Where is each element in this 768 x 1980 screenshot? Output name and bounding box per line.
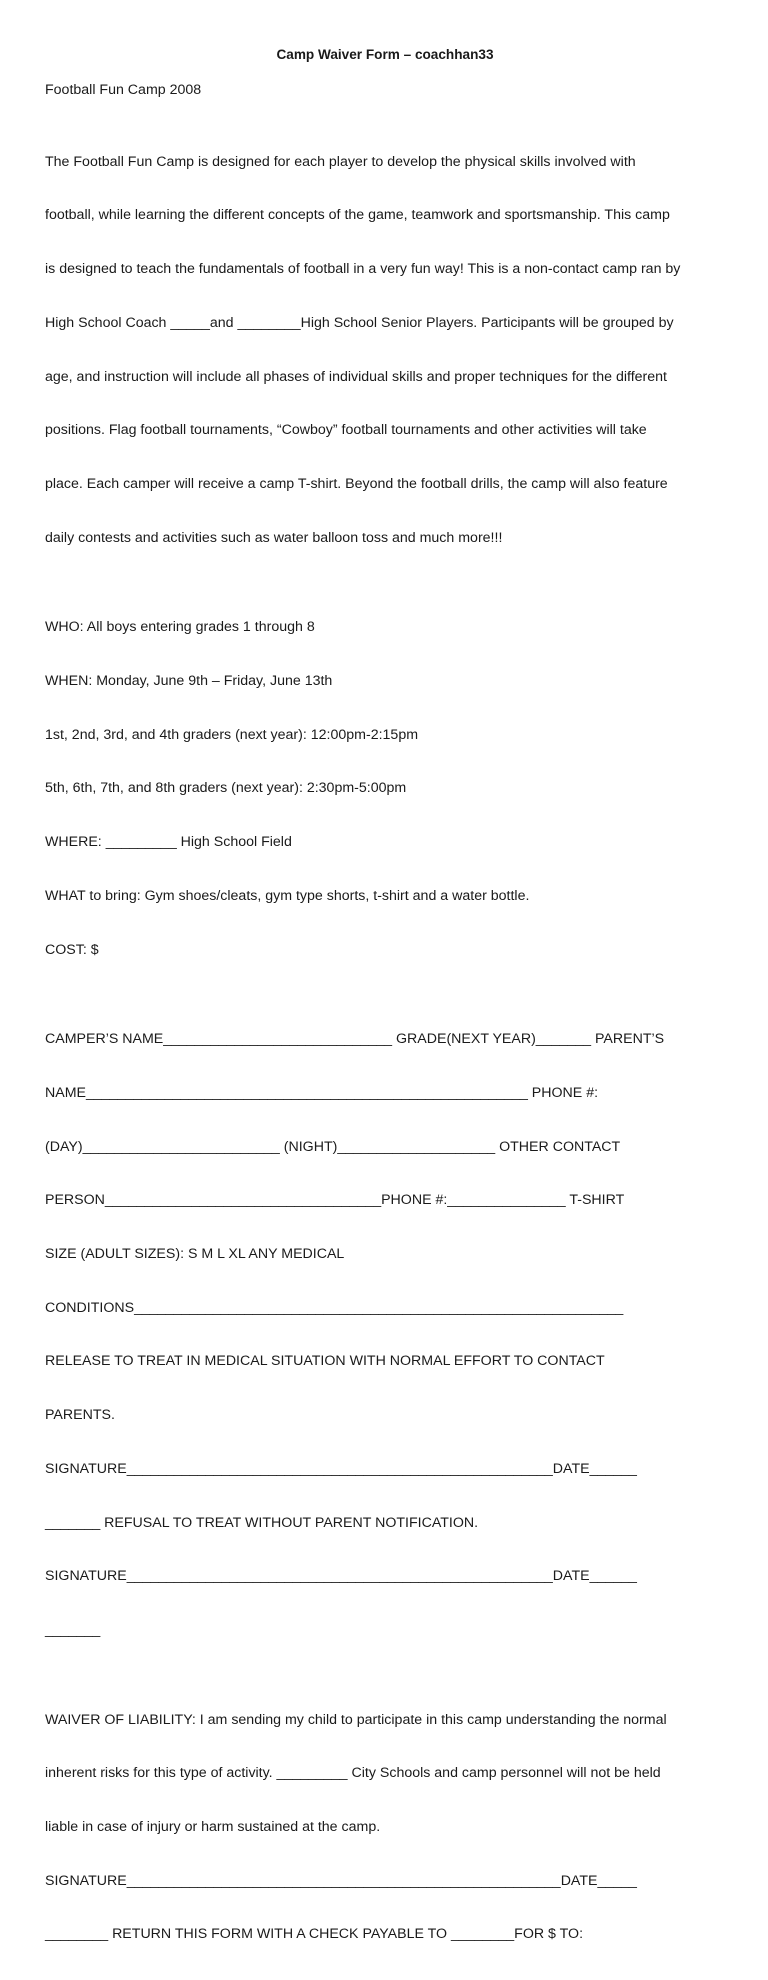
waiver-section [45, 1676, 725, 1980]
form-line: _______ REFUSAL TO TREAT WITHOUT PARENT NOTIFICATION. [45, 1514, 479, 1531]
form-line: SIZE (ADULT SIZES): S M L XL ANY MEDICAL [45, 1246, 345, 1262]
detail-where: WHERE: _________ High School Field [45, 834, 292, 851]
detail-when: WHEN: Monday, June 9th – Friday, June 13th [45, 673, 333, 689]
page-title: Camp Waiver Form – coachhan33 [276, 47, 494, 62]
intro-line: High School Coach _____and ________High School Senior Players. Participants will be grouped by [45, 314, 674, 331]
intro-line: The Football Fun Camp is designed for each player to develop the physical skills involved with [45, 153, 636, 170]
return-instructions: ________ RETURN THIS FORM WITH A CHECK PAYABLE TO ________FOR $ TO: [45, 1926, 584, 1943]
intro-paragraph [45, 118, 725, 584]
intro-line: positions. Flag football tournaments, “Cowboy” football tournaments and other activities will take [45, 422, 647, 439]
form-line: NAME________________________________________________________ PHONE #: [45, 1084, 599, 1101]
detail-who: WHO: All boys entering grades 1 through 8 [45, 619, 315, 636]
intro-line: is designed to teach the fundamentals of football in a very fun way! This is a non-contact camp ran by [45, 261, 681, 278]
form-line: _______ [45, 1622, 101, 1639]
camp-name: Football Fun Camp 2008 [45, 82, 202, 98]
form-line: CONDITIONS______________________________________________________________ [45, 1299, 624, 1316]
form-line: PARENTS. [45, 1407, 115, 1424]
intro-line: place. Each camper will receive a camp T-shirt. Beyond the football drills, the camp will also feature [45, 476, 668, 493]
signature-line: SIGNATURE______________________________________________________DATE______ [45, 1568, 637, 1585]
detail-time-younger: 1st, 2nd, 3rd, and 4th graders (next year): 12:00pm-2:15pm [45, 726, 419, 743]
intro-line: football, while learning the different concepts of the game, teamwork and sportsmanship. This camp [45, 207, 670, 224]
signature-line: SIGNATURE______________________________________________________DATE______ [45, 1460, 637, 1477]
waiver-line: liable in case of injury or harm sustained at the camp. [45, 1819, 381, 1835]
intro-line: age, and instruction will include all phases of individual skills and proper techniques for the different [45, 368, 667, 385]
form-line: RELEASE TO TREAT IN MEDICAL SITUATION WITH NORMAL EFFORT TO CONTACT [45, 1353, 605, 1370]
camp-details [45, 583, 725, 995]
detail-cost: COST: $ [45, 941, 99, 958]
form-line: (DAY)_________________________ (NIGHT)____________________ OTHER CONTACT [45, 1138, 621, 1155]
signature-line: SIGNATURE_______________________________________________________DATE_____ [45, 1872, 637, 1889]
form-line: CAMPER’S NAME_____________________________ GRADE(NEXT YEAR)_______ PARENT’S [45, 1031, 665, 1048]
form-line: PERSON___________________________________PHONE #:_______________ T-SHIRT [45, 1192, 625, 1209]
waiver-line: inherent risks for this type of activity. _________ City Schools and camp personnel will not be held [45, 1765, 661, 1782]
registration-form [45, 995, 725, 1675]
detail-time-older: 5th, 6th, 7th, and 8th graders (next year): 2:30pm-5:00pm [45, 780, 407, 797]
waiver-line: WAIVER OF LIABILITY: I am sending my child to participate in this camp understanding the normal [45, 1711, 667, 1728]
detail-what: WHAT to bring: Gym shoes/cleats, gym type shorts, t-shirt and a water bottle. [45, 887, 530, 904]
intro-line: daily contests and activities such as water balloon toss and much more!!! [45, 529, 503, 546]
document-page [45, 46, 725, 1980]
